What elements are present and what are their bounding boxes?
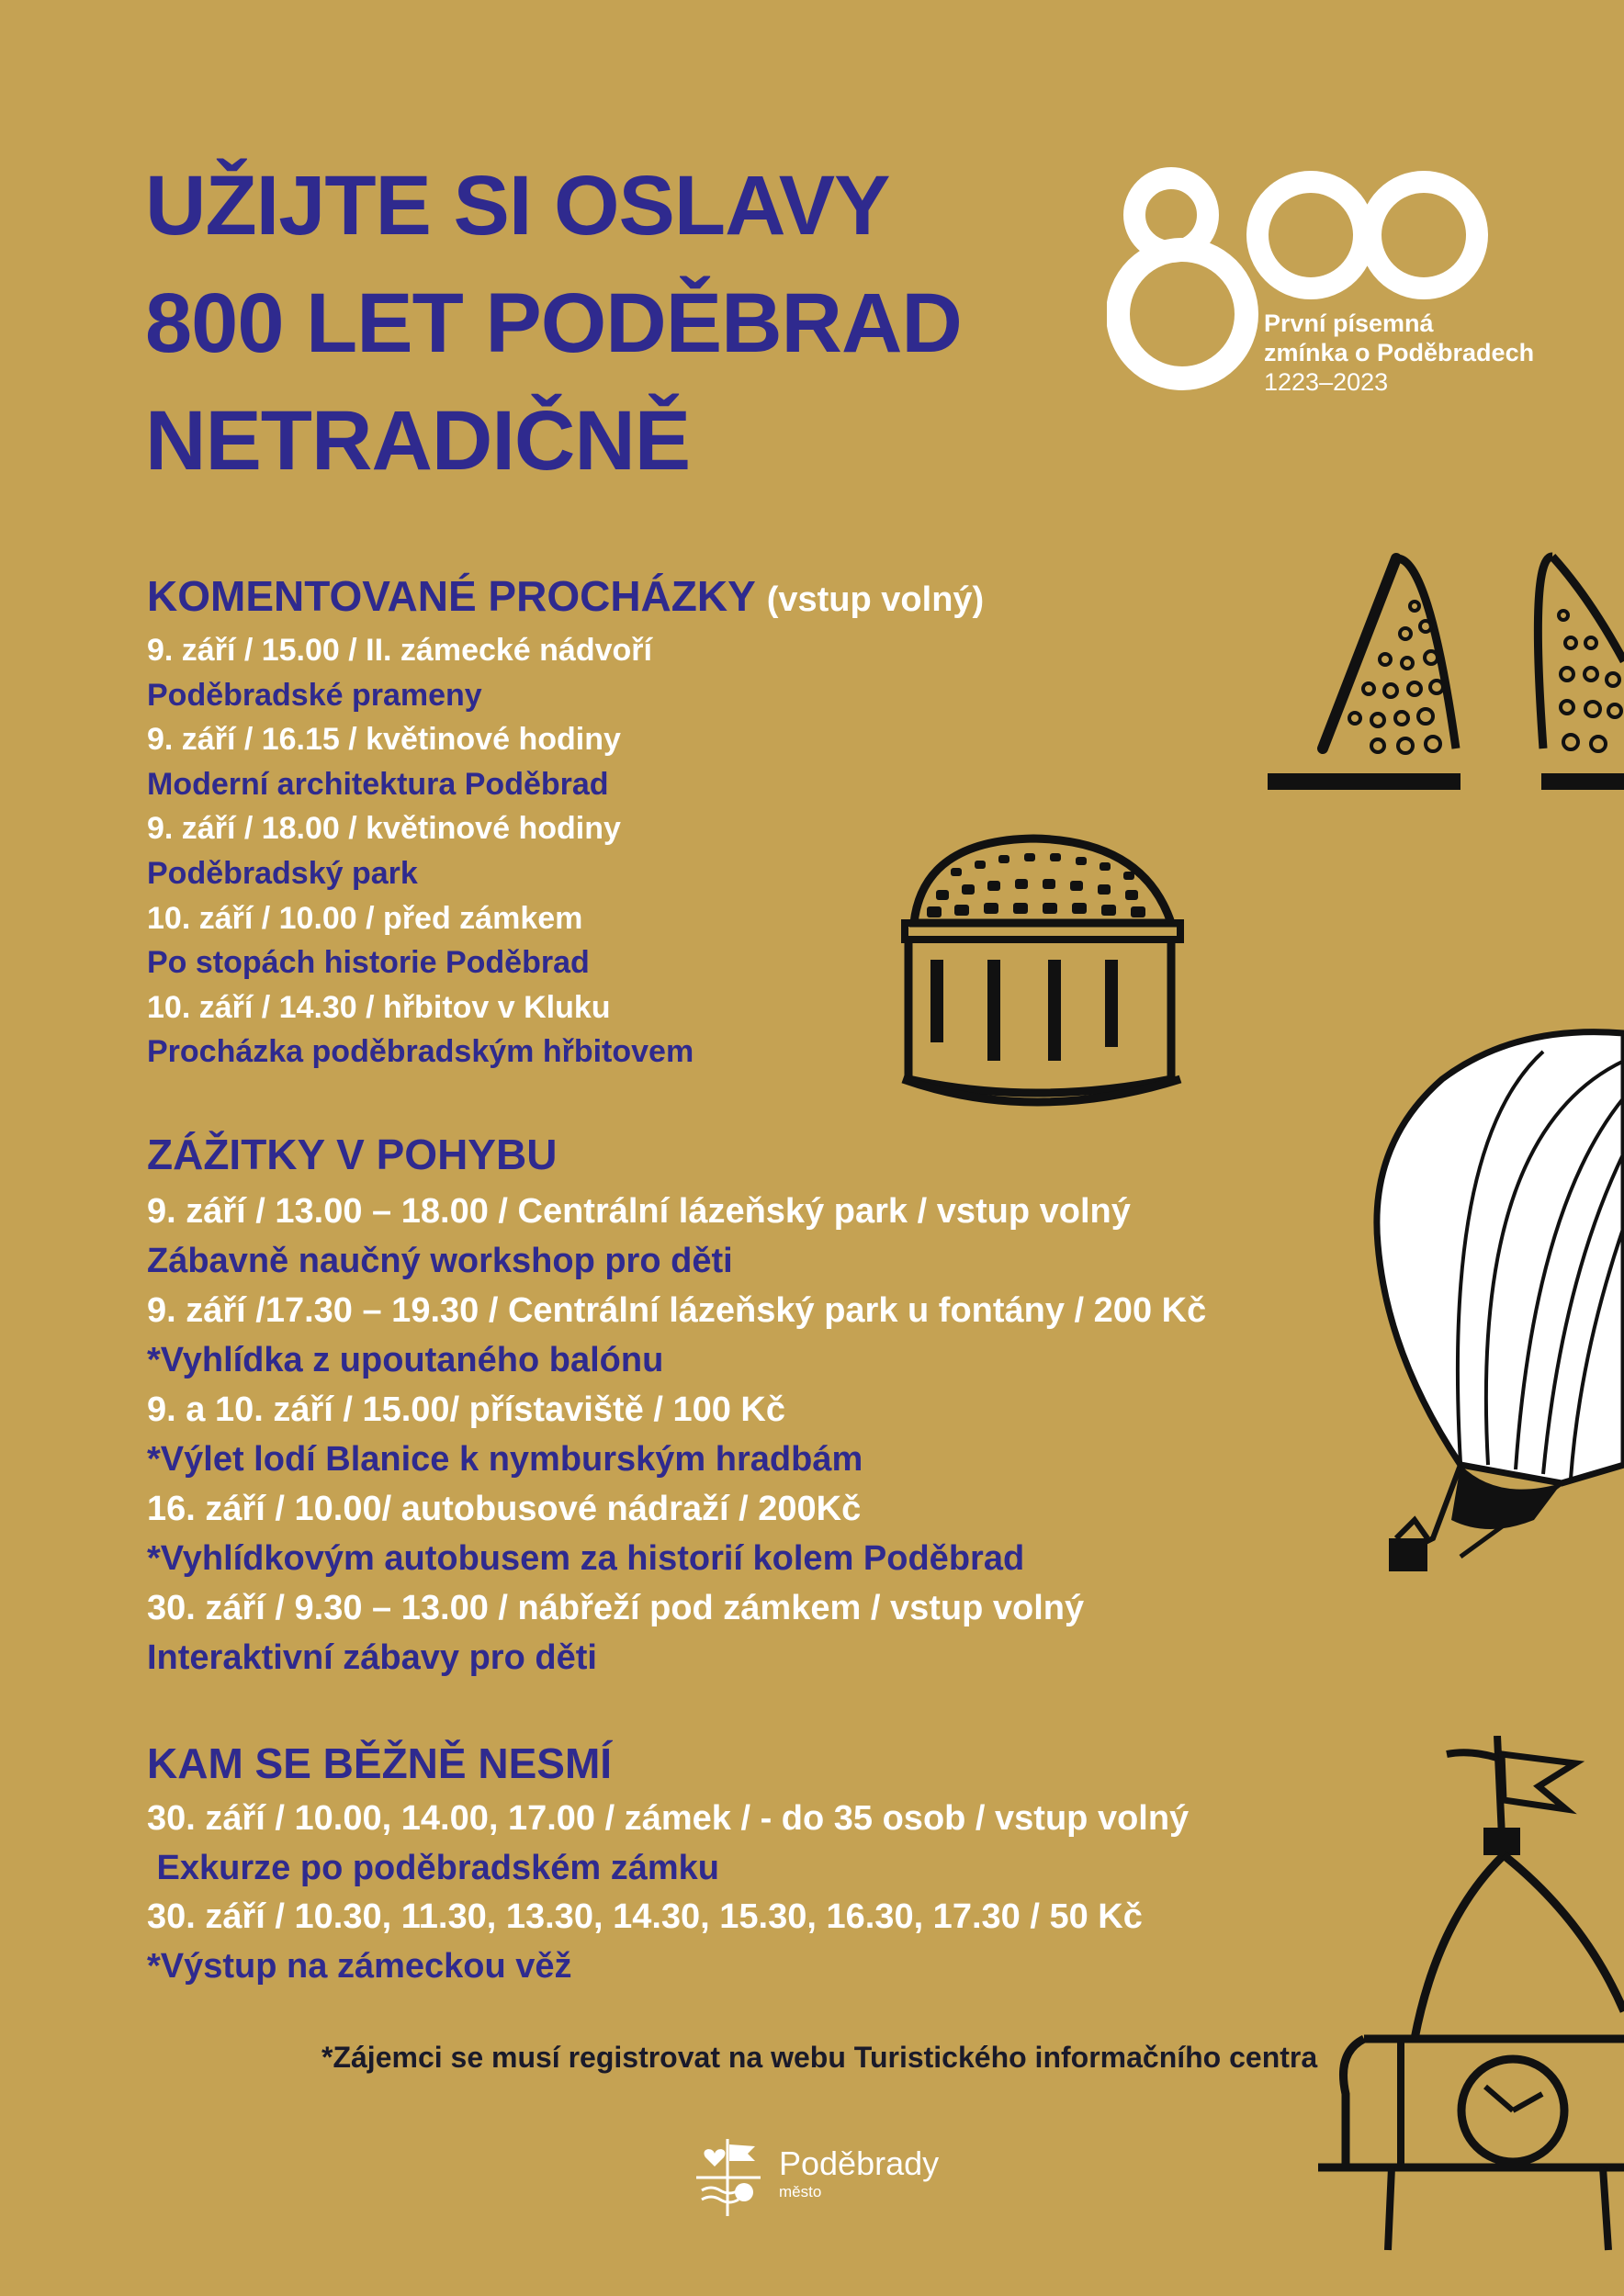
event-line: 30. září / 9.30 – 13.00 / nábřeží pod zámkem / vstup volný [147,1589,1085,1627]
event-line: Zábavně naučný workshop pro děti [147,1242,733,1280]
castle-tower-clock-icon [1309,1736,1624,2259]
event-line: Exkurze po poděbradském zámku [147,1848,719,1887]
section-heading-note: (vstup volný) [766,580,985,619]
rotunda-illustration-icon [896,831,1190,1134]
section-experiences [147,1122,1206,1683]
registration-footnote: *Zájemci se musí registrovat na webu Turistického informačního centra [321,2041,1318,2074]
hot-air-balloon-icon [1359,1024,1624,1612]
section-heading [147,568,984,628]
city-name: Poděbrady [779,2144,940,2182]
event-line: 16. září / 10.00/ autobusové nádraží / 200Kč [147,1490,862,1528]
colonnade-illustration-icon [1268,542,1624,808]
event-line: Procházka poděbradským hřbitovem [147,1034,694,1070]
title-line-2: 800 LET PODĚBRAD [145,276,962,370]
main-title [145,147,962,500]
title-line-3: NETRADIČNĚ [145,394,691,488]
logo-caption-line-2: zmínka o Poděbradech [1264,339,1535,366]
section-heading-text: KOMENTOVANÉ PROCHÁZKY [147,572,755,620]
event-line: 10. září / 14.30 / hřbitov v Kluku [147,989,611,1025]
title-line-1: UŽIJTE SI OSLAVY [145,159,890,253]
logo-caption [1264,309,1534,397]
event-line: *Výstup na zámeckou věž [147,1946,572,1986]
logo-caption-years: 1223–2023 [1264,368,1389,396]
event-line: 9. září / 13.00 – 18.00 / Centrální lázeňský park / vstup volný [147,1192,1131,1231]
event-line: Poděbradský park [147,855,418,891]
event-line: 9. září / 16.15 / květinové hodiny [147,722,621,758]
event-line: 9. a 10. září / 15.00/ přístaviště / 100 Kč [147,1390,785,1429]
event-line: 30. září / 10.30, 11.30, 13.30, 14.30, 15.30, 16.30, 17.30 / 50 Kč [147,1897,1143,1936]
city-subtitle: město [779,2183,822,2200]
event-line: 9. září / 18.00 / květinové hodiny [147,811,621,847]
event-line: Moderní architektura Poděbrad [147,766,609,802]
city-emblem-icon [691,2135,773,2218]
event-line: *Vyhlídkovým autobusem za historií kolem Poděbrad [147,1539,1025,1578]
section-restricted-access [147,1732,1189,1991]
event-line: 30. září / 10.00, 14.00, 17.00 / zámek / - do 35 osob / vstup volný [147,1799,1190,1838]
section-heading: KAM SE BĚŽNĚ NESMÍ [147,1739,613,1787]
section-heading: ZÁŽITKY V POHYBU [147,1131,558,1178]
event-line: *Vyhlídka z upoutaného balónu [147,1341,664,1379]
event-line: Interaktivní zábavy pro děti [147,1638,597,1677]
event-line: 9. září /17.30 – 19.30 / Centrální lázeňský park u fontány / 200 Kč [147,1291,1207,1330]
event-line: Po stopách historie Poděbrad [147,945,590,981]
event-line: *Výlet lodí Blanice k nymburským hradbám [147,1440,863,1479]
city-logo [691,2135,966,2218]
logo-caption-line-1: První písemná [1264,310,1434,337]
event-line: Poděbradské prameny [147,677,482,713]
event-line: 10. září / 10.00 / před zámkem [147,900,583,936]
section-guided-walks [147,568,984,1075]
event-line: 9. září / 15.00 / II. zámecké nádvoří [147,633,652,668]
